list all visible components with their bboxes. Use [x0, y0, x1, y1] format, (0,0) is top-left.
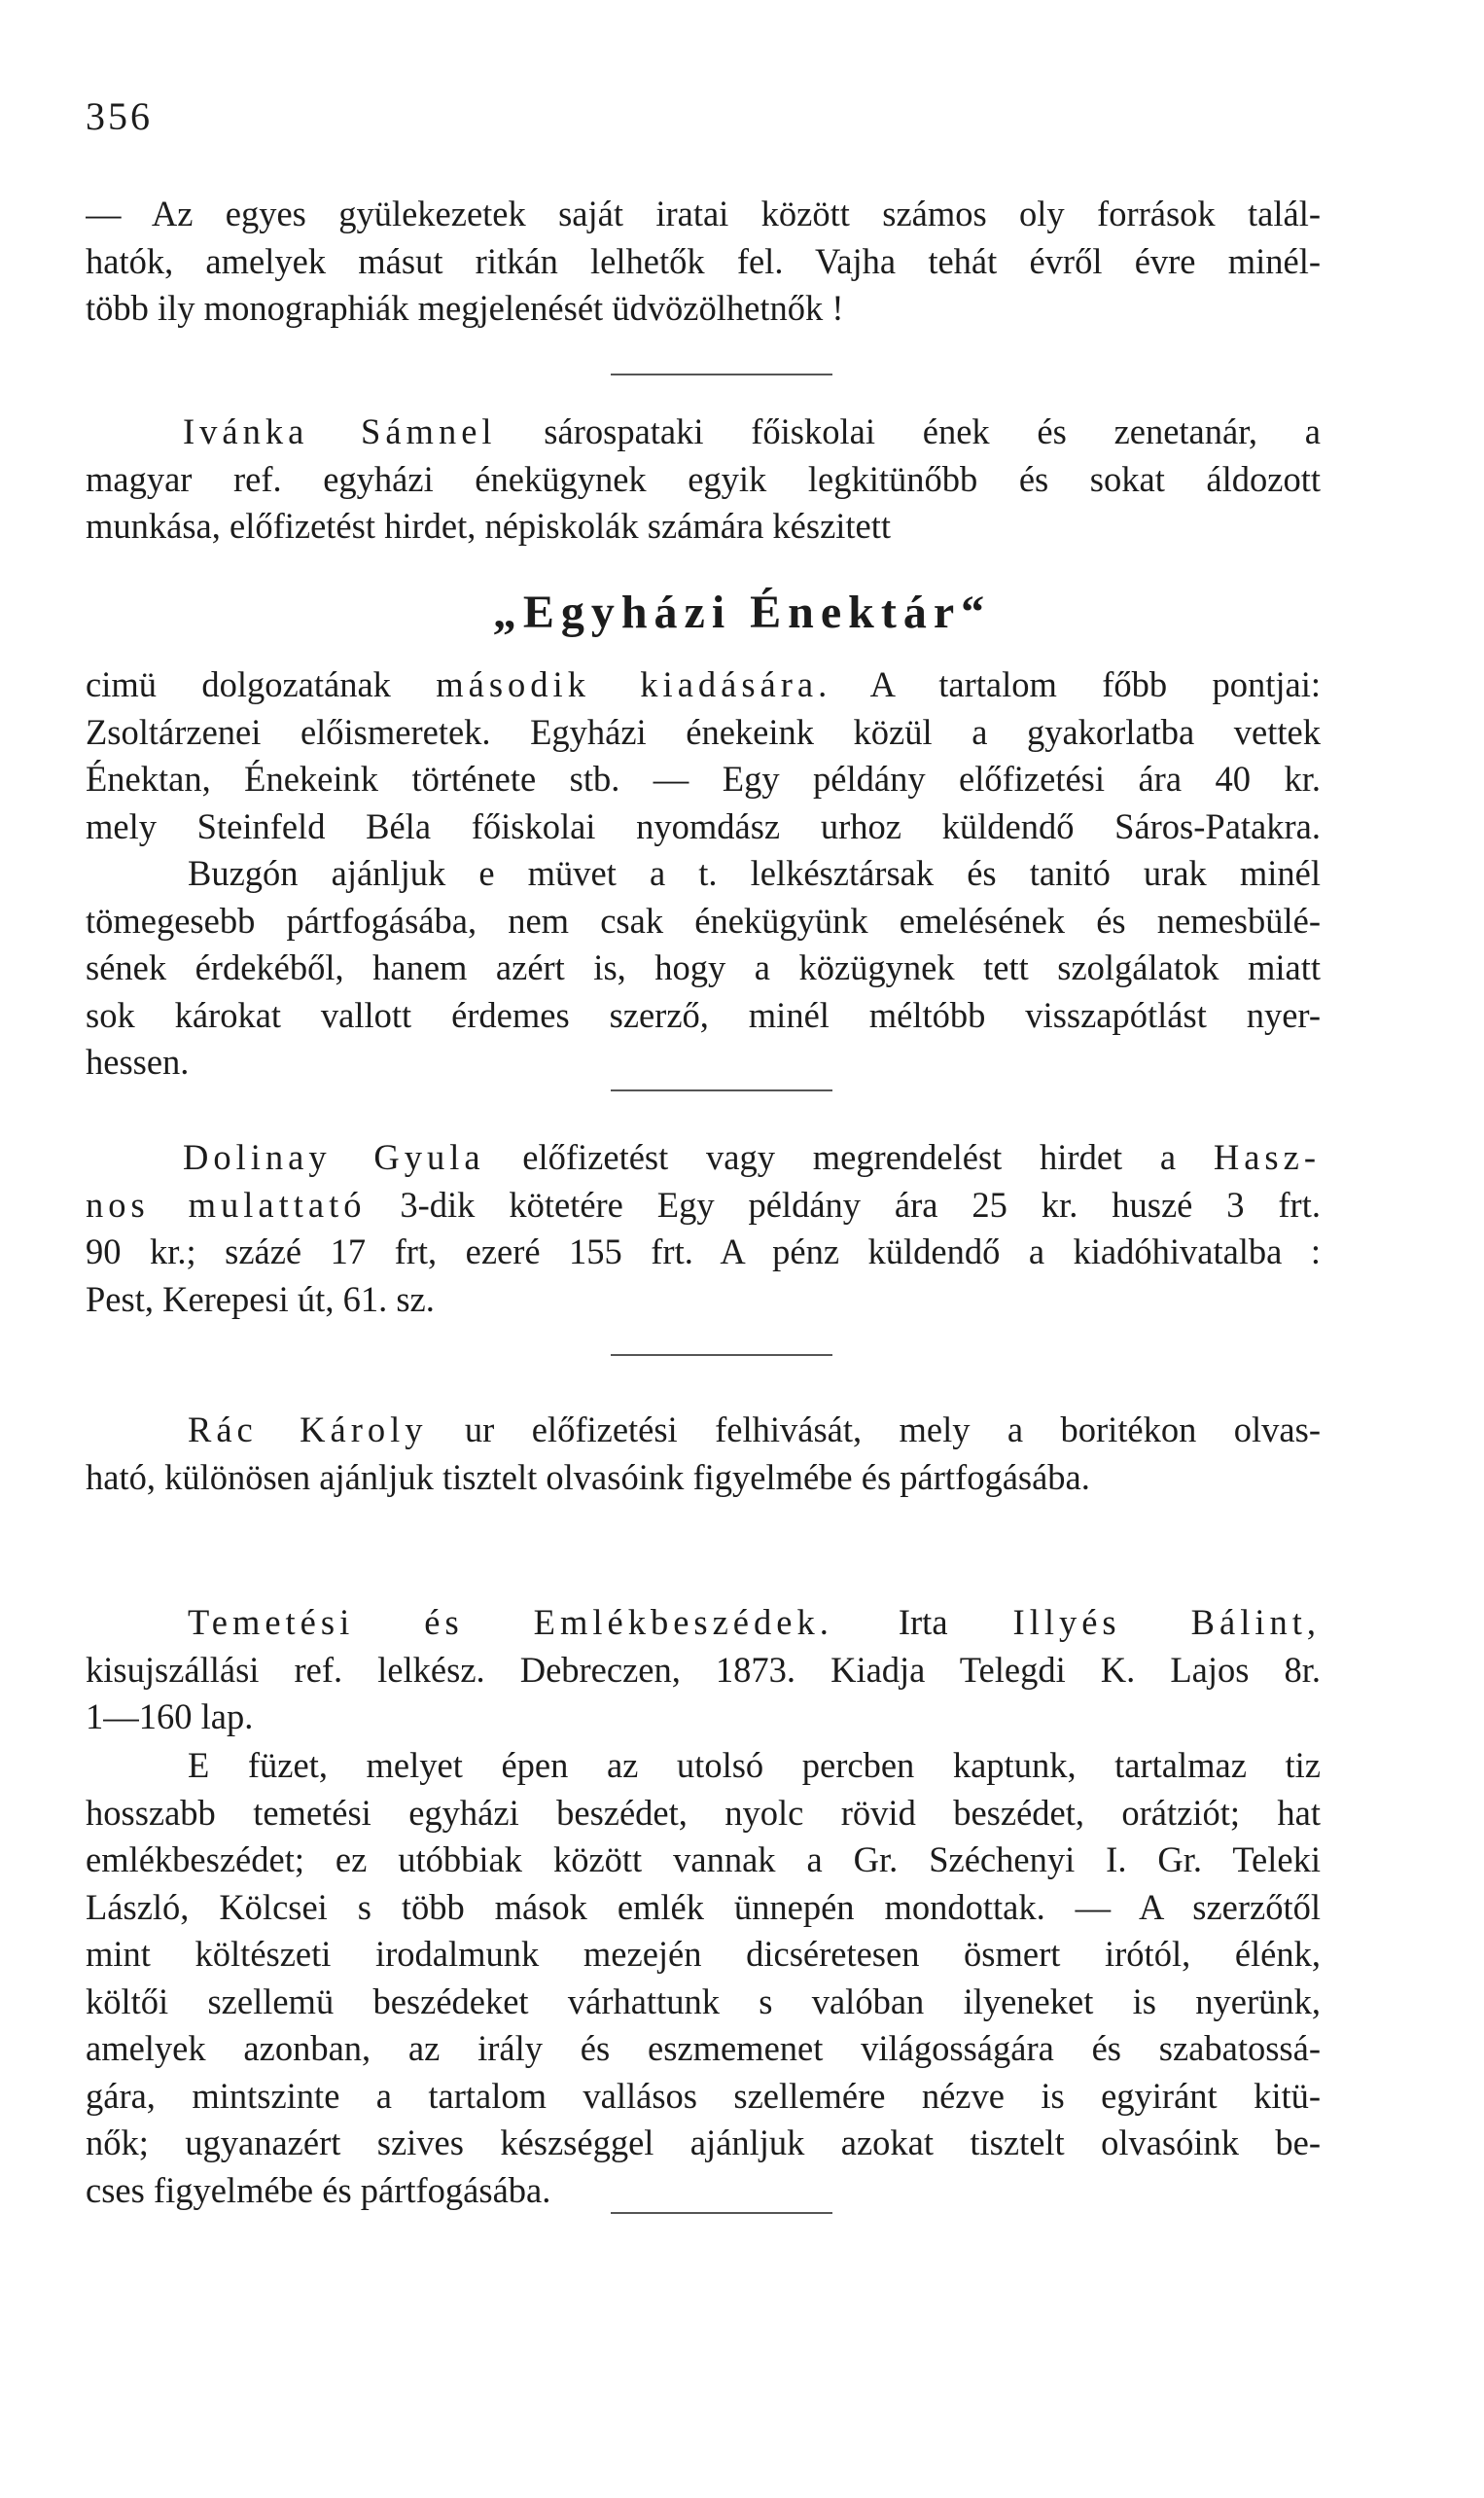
author-name: Ivánka Sámnel	[183, 411, 497, 451]
text-line: emlékbeszédet; ez utóbbiak között vannak a Gr. Széchenyi I. Gr. Teleki	[86, 1839, 1321, 1879]
text-line: — Az egyes gyülekezetek saját iratai között számos oly források talál-	[86, 194, 1321, 233]
paragraph-second-edition	[86, 661, 1321, 850]
section-divider	[611, 374, 832, 375]
text-line: hatók, amelyek másut ritkán lelhetők fel. Vajha tehát évről évre minél-	[86, 240, 1321, 281]
text-line	[86, 409, 1321, 456]
work-title: Temetési és Emlékbeszédek.	[188, 1602, 833, 1642]
text-line: mely Steinfeld Béla főiskolai nyomdász urhoz küldendő Sáros-Patakra.	[86, 805, 1321, 846]
text-line	[86, 1134, 1321, 1182]
emphasis-run: második kiadására	[436, 664, 819, 704]
text-line: hessen.	[86, 1042, 190, 1082]
author-name: Illyés Bálint,	[1012, 1602, 1321, 1642]
text-line: gára, mintszinte a tartalom vallásos szellemére nézve is egyiránt kitü-	[86, 2075, 1321, 2116]
text-line: 1—160 lap.	[86, 1696, 254, 1736]
text-line: munkása, előfizetést hirdet, népiskolák számára készitett	[86, 506, 892, 546]
author-name: Rác Károly	[188, 1410, 428, 1449]
text-line: amelyek azonban, az irály és eszmemenet világosságára és szabatossá-	[86, 2028, 1321, 2068]
text-run: Irta	[832, 1602, 1013, 1642]
paragraph-recommendation	[86, 850, 1321, 1087]
text-run: 3-dik kötetére Egy példány ára 25 kr. huszé 3 frt.	[366, 1184, 1321, 1225]
text-line: cses figyelmébe és pártfogásába.	[86, 2169, 551, 2210]
emphasis-run: nos mulattató	[86, 1184, 367, 1225]
text-line	[86, 1182, 1321, 1230]
text-run: előfizetést vagy megrendelést hirdet a	[484, 1137, 1214, 1177]
paragraph-rac	[86, 1407, 1321, 1501]
text-run: cimü dolgozatának	[86, 664, 437, 704]
text-line: E füzet, melyet épen az utolsó percben kaptunk, tartalmaz tiz	[188, 1745, 1321, 1785]
emphasis-run: Hasz-	[1213, 1137, 1321, 1177]
paragraph-review	[86, 1742, 1321, 2214]
paragraph-ivanka	[86, 409, 1321, 551]
text-line: 90 kr.; százé 17 frt, ezeré 155 frt. A pénz küldendő a kiadóhivatalba :	[86, 1231, 1321, 1271]
text-run: sárospataki főiskolai ének és zenetanár, a	[496, 411, 1321, 451]
text-run: ur előfizetési felhivását, mely a boritékon olvas-	[427, 1410, 1321, 1449]
text-line	[86, 661, 1321, 709]
text-line: nők; ugyanazért szives készséggel ajánljuk azokat tisztelt olvasóink be-	[86, 2123, 1321, 2162]
section-divider	[611, 1354, 832, 1356]
section-divider	[611, 1089, 832, 1091]
text-line: Zsoltárzenei előismeretek. Egyházi énekeink közül a gyakorlatba vettek	[86, 711, 1321, 752]
paragraph-monographs	[86, 191, 1321, 333]
text-line: Énektan, Énekeink története stb. — Egy példány előfizetési ára 40 kr.	[86, 759, 1321, 799]
text-line: sok károkat vallott érdemes szerző, minél méltóbb visszapótlást nyer-	[86, 994, 1321, 1035]
paragraph-funeral-speeches	[86, 1599, 1321, 1741]
book-title: „Egyházi Énektár“	[492, 587, 992, 638]
paragraph-dolinay	[86, 1134, 1321, 1323]
text-line: mint költészeti irodalmunk mezején dicséretesen ösmert irótól, élénk,	[86, 1934, 1321, 1974]
text-line: Pest, Kerepesi út, 61. sz.	[86, 1278, 435, 1319]
text-line: tömegesebb pártfogásába, nem csak énekügyünk emelésének és nemesbülé-	[86, 900, 1321, 941]
text-line	[86, 1599, 1321, 1647]
text-line: hosszabb temetési egyházi beszédet, nyolc rövid beszédet, orátziót; hat	[86, 1792, 1321, 1833]
text-run: . A tartalom főbb pontjai:	[818, 664, 1321, 704]
text-line: sének érdekéből, hanem azért is, hogy a közügynek tett szolgálatok miatt	[86, 947, 1321, 987]
author-name: Dolinay Gyula	[183, 1137, 485, 1177]
text-line: több ily monographiák megjelenését üdvözölhetnők !	[86, 288, 844, 328]
text-line: kisujszállási ref. lelkész. Debreczen, 1873. Kiadja Telegdi K. Lajos 8r.	[86, 1649, 1321, 1690]
text-line: ható, különösen ajánljuk tisztelt olvasóink figyelmébe és pártfogásába.	[86, 1456, 1090, 1497]
text-line: költői szellemü beszédeket várhattunk s valóban ilyeneket is nyerünk,	[86, 1981, 1321, 2021]
text-line	[86, 1407, 1321, 1454]
text-line: László, Kölcsei s több mások emlék ünnepén mondottak. — A szerzőtől	[86, 1886, 1321, 1927]
page-number: 356	[86, 94, 153, 138]
text-line: magyar ref. egyházi énekügynek egyik legkitünőbb és sokat áldozott	[86, 458, 1321, 499]
section-divider	[611, 2212, 832, 2214]
text-line: Buzgón ajánljuk e müvet a t. lelkésztársak és tanitó urak minél	[188, 853, 1321, 893]
